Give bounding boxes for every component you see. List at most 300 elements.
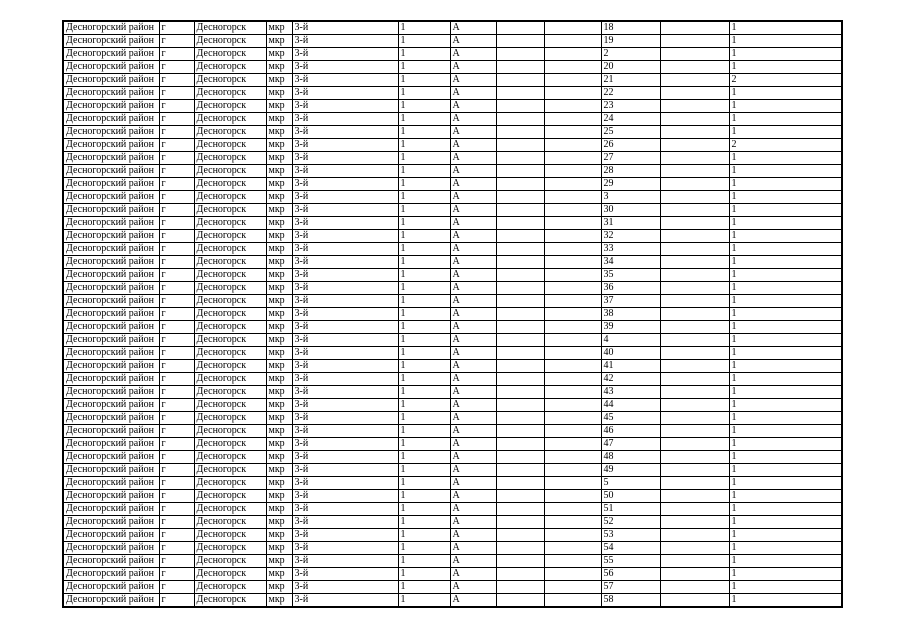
column-5-cell — [660, 139, 729, 152]
column-3-cell — [496, 48, 544, 61]
city-cell: Десногорск — [194, 490, 266, 503]
house-number-cell: 27 — [601, 152, 660, 165]
column-2-cell: А — [450, 243, 496, 256]
street-name-cell: 3-й — [292, 490, 398, 503]
house-number-cell: 55 — [601, 555, 660, 568]
street-type-cell: мкр — [266, 347, 292, 360]
column-3-cell — [496, 282, 544, 295]
settlement-type-cell: г — [159, 581, 194, 594]
street-type-cell: мкр — [266, 217, 292, 230]
district-cell: Десногорский район — [63, 178, 159, 191]
column-1-cell: 1 — [398, 594, 450, 608]
street-name-cell: 3-й — [292, 516, 398, 529]
house-number-cell: 42 — [601, 373, 660, 386]
street-type-cell: мкр — [266, 74, 292, 87]
street-name-cell: 3-й — [292, 74, 398, 87]
column-1-cell: 1 — [398, 425, 450, 438]
district-cell: Десногорский район — [63, 282, 159, 295]
city-cell: Десногорск — [194, 191, 266, 204]
street-name-cell: 3-й — [292, 113, 398, 126]
column-5-cell — [660, 165, 729, 178]
district-cell: Десногорский район — [63, 321, 159, 334]
column-5-cell — [660, 477, 729, 490]
column-3-cell — [496, 35, 544, 48]
column-2-cell: А — [450, 464, 496, 477]
count-cell: 1 — [729, 438, 842, 451]
settlement-type-cell: г — [159, 321, 194, 334]
street-type-cell: мкр — [266, 256, 292, 269]
column-2-cell: А — [450, 165, 496, 178]
house-number-cell: 46 — [601, 425, 660, 438]
house-number-cell: 19 — [601, 35, 660, 48]
settlement-type-cell: г — [159, 217, 194, 230]
column-3-cell — [496, 477, 544, 490]
street-type-cell: мкр — [266, 61, 292, 74]
house-number-cell: 39 — [601, 321, 660, 334]
house-number-cell: 36 — [601, 282, 660, 295]
column-5-cell — [660, 126, 729, 139]
settlement-type-cell: г — [159, 100, 194, 113]
settlement-type-cell: г — [159, 594, 194, 608]
column-3-cell — [496, 334, 544, 347]
table-row — [63, 100, 842, 113]
column-2-cell: А — [450, 334, 496, 347]
column-3-cell — [496, 568, 544, 581]
column-2-cell: А — [450, 152, 496, 165]
column-4-cell — [544, 139, 601, 152]
column-4-cell — [544, 61, 601, 74]
table-row — [63, 295, 842, 308]
district-cell: Десногорский район — [63, 581, 159, 594]
column-4-cell — [544, 529, 601, 542]
city-cell: Десногорск — [194, 61, 266, 74]
column-5-cell — [660, 516, 729, 529]
column-2-cell: А — [450, 21, 496, 35]
street-name-cell: 3-й — [292, 373, 398, 386]
street-type-cell: мкр — [266, 464, 292, 477]
district-cell: Десногорский район — [63, 373, 159, 386]
district-cell: Десногорский район — [63, 594, 159, 608]
house-number-cell: 54 — [601, 542, 660, 555]
table-row — [63, 256, 842, 269]
district-cell: Десногорский район — [63, 256, 159, 269]
column-4-cell — [544, 568, 601, 581]
column-4-cell — [544, 555, 601, 568]
street-name-cell: 3-й — [292, 529, 398, 542]
table-row — [63, 490, 842, 503]
column-3-cell — [496, 113, 544, 126]
street-type-cell: мкр — [266, 191, 292, 204]
district-cell: Десногорский район — [63, 308, 159, 321]
column-4-cell — [544, 100, 601, 113]
house-number-cell: 22 — [601, 87, 660, 100]
table-row — [63, 191, 842, 204]
table-row — [63, 139, 842, 152]
column-5-cell — [660, 295, 729, 308]
street-name-cell: 3-й — [292, 100, 398, 113]
count-cell: 1 — [729, 217, 842, 230]
column-5-cell — [660, 490, 729, 503]
city-cell: Десногорск — [194, 295, 266, 308]
street-name-cell: 3-й — [292, 178, 398, 191]
column-2-cell: А — [450, 516, 496, 529]
street-type-cell: мкр — [266, 152, 292, 165]
district-cell: Десногорский район — [63, 295, 159, 308]
column-2-cell: А — [450, 35, 496, 48]
house-number-cell: 40 — [601, 347, 660, 360]
settlement-type-cell: г — [159, 35, 194, 48]
count-cell: 1 — [729, 269, 842, 282]
city-cell: Десногорск — [194, 399, 266, 412]
column-5-cell — [660, 412, 729, 425]
city-cell: Десногорск — [194, 451, 266, 464]
city-cell: Десногорск — [194, 204, 266, 217]
column-4-cell — [544, 373, 601, 386]
house-number-cell: 18 — [601, 21, 660, 35]
column-4-cell — [544, 451, 601, 464]
city-cell: Десногорск — [194, 555, 266, 568]
district-cell: Десногорский район — [63, 568, 159, 581]
settlement-type-cell: г — [159, 61, 194, 74]
count-cell: 1 — [729, 256, 842, 269]
city-cell: Десногорск — [194, 581, 266, 594]
count-cell: 1 — [729, 581, 842, 594]
street-type-cell: мкр — [266, 243, 292, 256]
column-2-cell: А — [450, 529, 496, 542]
column-4-cell — [544, 126, 601, 139]
column-2-cell: А — [450, 48, 496, 61]
column-4-cell — [544, 347, 601, 360]
column-2-cell: А — [450, 451, 496, 464]
district-cell: Десногорский район — [63, 113, 159, 126]
column-5-cell — [660, 542, 729, 555]
column-2-cell: А — [450, 269, 496, 282]
count-cell: 1 — [729, 230, 842, 243]
street-type-cell: мкр — [266, 21, 292, 35]
column-4-cell — [544, 581, 601, 594]
house-number-cell: 50 — [601, 490, 660, 503]
city-cell: Десногорск — [194, 100, 266, 113]
column-4-cell — [544, 438, 601, 451]
column-2-cell: А — [450, 386, 496, 399]
column-2-cell: А — [450, 425, 496, 438]
district-cell: Десногорский район — [63, 334, 159, 347]
street-type-cell: мкр — [266, 399, 292, 412]
column-1-cell: 1 — [398, 503, 450, 516]
column-3-cell — [496, 295, 544, 308]
district-cell: Десногорский район — [63, 126, 159, 139]
city-cell: Десногорск — [194, 126, 266, 139]
column-5-cell — [660, 321, 729, 334]
street-type-cell: мкр — [266, 516, 292, 529]
house-number-cell: 4 — [601, 334, 660, 347]
street-name-cell: 3-й — [292, 217, 398, 230]
column-5-cell — [660, 87, 729, 100]
city-cell: Десногорск — [194, 503, 266, 516]
column-2-cell: А — [450, 503, 496, 516]
street-type-cell: мкр — [266, 295, 292, 308]
column-2-cell: А — [450, 555, 496, 568]
table-row — [63, 165, 842, 178]
column-3-cell — [496, 61, 544, 74]
table-row — [63, 126, 842, 139]
street-name-cell: 3-й — [292, 594, 398, 608]
table-row — [63, 217, 842, 230]
table-row — [63, 282, 842, 295]
column-5-cell — [660, 438, 729, 451]
house-number-cell: 57 — [601, 581, 660, 594]
street-type-cell: мкр — [266, 581, 292, 594]
house-number-cell: 48 — [601, 451, 660, 464]
column-3-cell — [496, 126, 544, 139]
column-2-cell: А — [450, 308, 496, 321]
table-row — [63, 308, 842, 321]
column-1-cell: 1 — [398, 165, 450, 178]
column-2-cell: А — [450, 256, 496, 269]
house-number-cell: 49 — [601, 464, 660, 477]
district-cell: Десногорский район — [63, 399, 159, 412]
column-4-cell — [544, 152, 601, 165]
street-name-cell: 3-й — [292, 87, 398, 100]
district-cell: Десногорский район — [63, 48, 159, 61]
house-number-cell: 38 — [601, 308, 660, 321]
count-cell: 1 — [729, 61, 842, 74]
street-type-cell: мкр — [266, 412, 292, 425]
settlement-type-cell: г — [159, 48, 194, 61]
settlement-type-cell: г — [159, 529, 194, 542]
column-3-cell — [496, 464, 544, 477]
district-cell: Десногорский район — [63, 542, 159, 555]
column-1-cell: 1 — [398, 529, 450, 542]
table-row — [63, 35, 842, 48]
city-cell: Десногорск — [194, 477, 266, 490]
table-row — [63, 555, 842, 568]
district-cell: Десногорский район — [63, 35, 159, 48]
column-5-cell — [660, 594, 729, 608]
settlement-type-cell: г — [159, 360, 194, 373]
column-4-cell — [544, 321, 601, 334]
column-4-cell — [544, 490, 601, 503]
table-row — [63, 360, 842, 373]
settlement-type-cell: г — [159, 477, 194, 490]
column-3-cell — [496, 360, 544, 373]
column-3-cell — [496, 152, 544, 165]
street-type-cell: мкр — [266, 360, 292, 373]
house-number-cell: 44 — [601, 399, 660, 412]
district-cell: Десногорский район — [63, 152, 159, 165]
street-name-cell: 3-й — [292, 360, 398, 373]
city-cell: Десногорск — [194, 74, 266, 87]
column-1-cell: 1 — [398, 438, 450, 451]
column-5-cell — [660, 425, 729, 438]
column-4-cell — [544, 74, 601, 87]
district-cell: Десногорский район — [63, 425, 159, 438]
column-5-cell — [660, 503, 729, 516]
settlement-type-cell: г — [159, 308, 194, 321]
street-type-cell: мкр — [266, 555, 292, 568]
column-4-cell — [544, 165, 601, 178]
street-name-cell: 3-й — [292, 204, 398, 217]
column-2-cell: А — [450, 399, 496, 412]
column-1-cell: 1 — [398, 35, 450, 48]
settlement-type-cell: г — [159, 282, 194, 295]
settlement-type-cell: г — [159, 191, 194, 204]
street-type-cell: мкр — [266, 139, 292, 152]
table-row — [63, 542, 842, 555]
column-4-cell — [544, 334, 601, 347]
district-cell: Десногорский район — [63, 412, 159, 425]
house-number-cell: 31 — [601, 217, 660, 230]
settlement-type-cell: г — [159, 516, 194, 529]
column-3-cell — [496, 412, 544, 425]
column-5-cell — [660, 464, 729, 477]
column-2-cell: А — [450, 295, 496, 308]
count-cell: 1 — [729, 412, 842, 425]
count-cell: 1 — [729, 191, 842, 204]
street-name-cell: 3-й — [292, 542, 398, 555]
city-cell: Десногорск — [194, 373, 266, 386]
count-cell: 1 — [729, 516, 842, 529]
street-name-cell: 3-й — [292, 568, 398, 581]
count-cell: 1 — [729, 113, 842, 126]
district-cell: Десногорский район — [63, 464, 159, 477]
street-name-cell: 3-й — [292, 555, 398, 568]
column-5-cell — [660, 243, 729, 256]
column-3-cell — [496, 399, 544, 412]
column-3-cell — [496, 178, 544, 191]
column-3-cell — [496, 542, 544, 555]
column-3-cell — [496, 529, 544, 542]
table-body — [63, 21, 842, 607]
district-cell: Десногорский район — [63, 74, 159, 87]
city-cell: Десногорск — [194, 412, 266, 425]
column-4-cell — [544, 178, 601, 191]
street-type-cell: мкр — [266, 269, 292, 282]
district-cell: Десногорский район — [63, 347, 159, 360]
house-number-cell: 32 — [601, 230, 660, 243]
column-2-cell: А — [450, 412, 496, 425]
district-cell: Десногорский район — [63, 269, 159, 282]
column-3-cell — [496, 425, 544, 438]
count-cell: 1 — [729, 334, 842, 347]
city-cell: Десногорск — [194, 35, 266, 48]
column-1-cell: 1 — [398, 126, 450, 139]
count-cell: 1 — [729, 477, 842, 490]
street-name-cell: 3-й — [292, 256, 398, 269]
column-2-cell: А — [450, 438, 496, 451]
column-3-cell — [496, 100, 544, 113]
city-cell: Десногорск — [194, 464, 266, 477]
column-1-cell: 1 — [398, 152, 450, 165]
settlement-type-cell: г — [159, 347, 194, 360]
street-name-cell: 3-й — [292, 425, 398, 438]
count-cell: 1 — [729, 100, 842, 113]
street-type-cell: мкр — [266, 282, 292, 295]
house-number-cell: 53 — [601, 529, 660, 542]
column-2-cell: А — [450, 477, 496, 490]
column-4-cell — [544, 256, 601, 269]
column-2-cell: А — [450, 321, 496, 334]
count-cell: 1 — [729, 48, 842, 61]
column-3-cell — [496, 269, 544, 282]
table-row — [63, 373, 842, 386]
settlement-type-cell: г — [159, 399, 194, 412]
column-1-cell: 1 — [398, 373, 450, 386]
column-1-cell: 1 — [398, 347, 450, 360]
count-cell: 1 — [729, 503, 842, 516]
column-5-cell — [660, 61, 729, 74]
settlement-type-cell: г — [159, 256, 194, 269]
street-type-cell: мкр — [266, 594, 292, 608]
column-4-cell — [544, 113, 601, 126]
column-5-cell — [660, 204, 729, 217]
count-cell: 1 — [729, 35, 842, 48]
column-5-cell — [660, 568, 729, 581]
table-row — [63, 21, 842, 35]
house-number-cell: 34 — [601, 256, 660, 269]
column-5-cell — [660, 555, 729, 568]
table-row — [63, 178, 842, 191]
street-type-cell: мкр — [266, 425, 292, 438]
street-name-cell: 3-й — [292, 347, 398, 360]
column-4-cell — [544, 230, 601, 243]
house-number-cell: 2 — [601, 48, 660, 61]
column-1-cell: 1 — [398, 321, 450, 334]
city-cell: Десногорск — [194, 243, 266, 256]
settlement-type-cell: г — [159, 269, 194, 282]
column-3-cell — [496, 256, 544, 269]
column-1-cell: 1 — [398, 256, 450, 269]
street-name-cell: 3-й — [292, 282, 398, 295]
column-4-cell — [544, 399, 601, 412]
count-cell: 1 — [729, 360, 842, 373]
column-3-cell — [496, 321, 544, 334]
column-2-cell: А — [450, 126, 496, 139]
street-name-cell: 3-й — [292, 438, 398, 451]
street-type-cell: мкр — [266, 334, 292, 347]
house-number-cell: 29 — [601, 178, 660, 191]
column-2-cell: А — [450, 594, 496, 608]
count-cell: 2 — [729, 74, 842, 87]
district-cell: Десногорский район — [63, 191, 159, 204]
column-2-cell: А — [450, 568, 496, 581]
street-type-cell: мкр — [266, 87, 292, 100]
column-3-cell — [496, 308, 544, 321]
table-row — [63, 503, 842, 516]
district-cell: Десногорский район — [63, 217, 159, 230]
column-5-cell — [660, 334, 729, 347]
street-name-cell: 3-й — [292, 139, 398, 152]
column-5-cell — [660, 191, 729, 204]
settlement-type-cell: г — [159, 243, 194, 256]
count-cell: 2 — [729, 139, 842, 152]
district-cell: Десногорский район — [63, 243, 159, 256]
column-4-cell — [544, 386, 601, 399]
settlement-type-cell: г — [159, 334, 194, 347]
column-3-cell — [496, 21, 544, 35]
column-3-cell — [496, 347, 544, 360]
column-1-cell: 1 — [398, 48, 450, 61]
column-5-cell — [660, 399, 729, 412]
count-cell: 1 — [729, 555, 842, 568]
district-cell: Десногорский район — [63, 230, 159, 243]
district-cell: Десногорский район — [63, 438, 159, 451]
table-row — [63, 438, 842, 451]
street-name-cell: 3-й — [292, 191, 398, 204]
count-cell: 1 — [729, 542, 842, 555]
column-4-cell — [544, 48, 601, 61]
district-cell: Десногорский район — [63, 360, 159, 373]
